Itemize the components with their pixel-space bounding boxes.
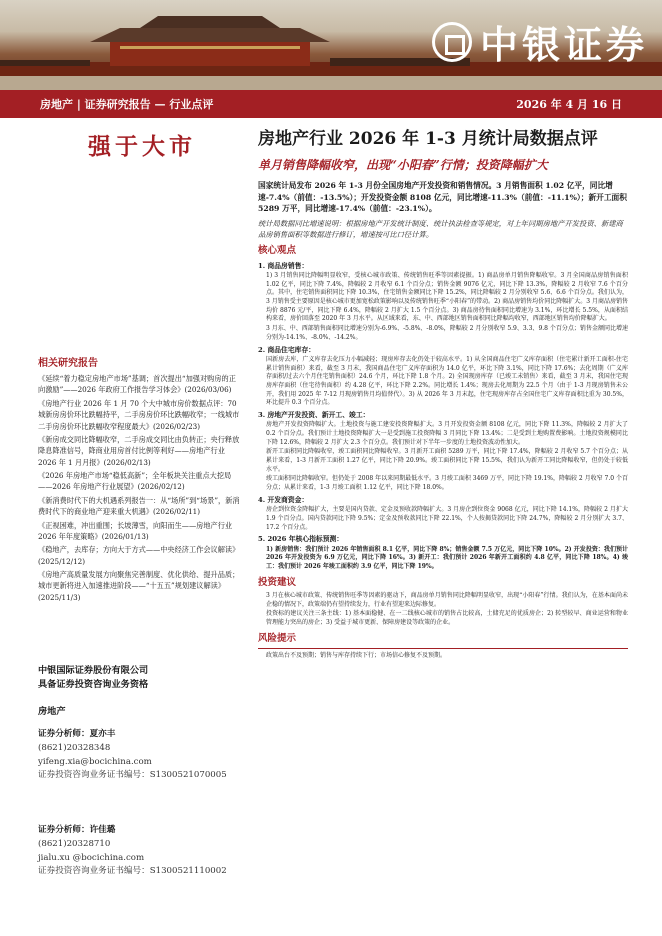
analyst-cert: 证券投资咨询业务证书编号：S1300521070005 <box>38 770 227 781</box>
related-report-item[interactable]: 《延续“着力稳定房地产市场”基调；首次提出“加强对购房的正向激励”——2026 年政府工作报告学习体会》(2026/03/06) <box>38 374 236 395</box>
analyst-card <box>38 728 248 783</box>
section-paragraph: 新开工面积同比降幅收窄，竣工面积同比降幅收窄。3 月新开工面积 5289 万平，同比下降 17.4%，降幅较 2 月收窄 5.7 个百分点；从累计来看，1-3 月新开工面积 1.27 亿平，同比下降 20.9%。竣工面积同比下降 15.5%，我们认为新开工同比降幅收窄，但仍处于较低水平。 <box>266 448 628 473</box>
section-funding <box>258 495 628 532</box>
sector-label: 房地产 <box>38 705 66 717</box>
report-subtitle: 单月销售降幅收窄，出现“小阳春”行情；投资降幅扩大 <box>258 158 548 172</box>
section-investment <box>258 410 628 493</box>
brand-name: 中银证券 <box>479 23 648 67</box>
section-paragraph: 3 月东、中、西部销售面积同比增速分别为-6.9%、-5.8%、-8.0%，降幅较 2 月分别收窄 5.9、3.3、9.8 个百分点；销售金额同比增速分别为-14.1%、-8.0%、-14.2%。 <box>266 325 628 341</box>
report-title: 房地产行业 2026 年 1-3 月统计局数据点评 <box>258 129 598 149</box>
related-report-item[interactable]: 《稳地产，去库存；方向大于方式——中央经济工作会议解读》(2025/12/12) <box>38 545 240 566</box>
category-bar <box>0 90 662 118</box>
rating-slogan: 强于大市 <box>88 133 196 160</box>
risk-text: 政策出台不及预期；销售与库存持续下行；市场信心修复不及预期。 <box>266 652 447 660</box>
investment-paragraph: 3 月在核心城市政策、传统销售旺季等因素的驱动下，商品房单月销售同比降幅明显收窄，出现“小阳春”行情。我们认为，在基本面尚未企稳的情况下，政策端仍有望持续发力，行业有望迎来边际修复。 <box>266 592 628 608</box>
section-forecast <box>258 534 628 571</box>
core-views-heading: 核心观点 <box>258 245 297 257</box>
header-banner <box>0 0 662 90</box>
related-report-item[interactable]: 《新房成交同比降幅收窄，二手房成交同比由负转正；央行释放降息降准信号，降商业用房首付比例等利好——房地产行业 2026 年 1 月月报》(2026/02/13) <box>38 434 240 467</box>
analyst-email[interactable]: yifeng.xia@bocichina.com <box>38 756 152 767</box>
company-name: 中银国际证券股份有限公司 <box>38 665 149 676</box>
divider <box>258 648 628 649</box>
analyst-title: 证券分析师：夏亦丰 <box>38 729 116 739</box>
section-paragraph: 竣工面积同比降幅收窄。但仍处于 2008 年以来同期最低水平。3 月竣工面积 3469 万平，同比下降 19.1%，降幅较 2 月收窄 7.0 个百分点；从累计来看，1-3 月竣工面积 1.12 亿平，同比下降 18.0%。 <box>266 475 628 492</box>
investment-paragraph: 投资标的建议关注三条主线：1) 基本面稳健、在一二线核心城市的销售占比较高，土储充足的优质房企；2) 转型较早、商业运营和物业管理能力突出的房企；3) 受益于城市更新、保障房建设等政策的企业。 <box>266 610 628 627</box>
analyst-phone: (8621)20328348 <box>38 742 111 753</box>
risk-heading: 风险提示 <box>258 632 297 644</box>
company-logo <box>432 14 648 69</box>
report-date: 2026 年 4 月 16 日 <box>516 98 622 111</box>
company-qualification: 具备证券投资咨询业务资格 <box>38 679 149 691</box>
section-paragraph: 1) 新房销售：我们预计 2026 年销售面积 8.1 亿平，同比下降 8%；销售金额 7.5 万亿元，同比下降 10%。2) 开发投资：我们预计 2026 年开发投资为 6.9 万亿元，同比下降 16%。3) 新开工：我们预计 2026 年新开工面积约 4.8 亿平，同比下降 18%。4) 竣工：我们预计 2026 年竣工面积约 3.9 亿平，同比下降 19%。 <box>266 545 628 570</box>
summary-paragraph: 国家统计局发布 2026 年 1-3 月份全国房地产开发投资和销售情况。3 月销售面积 1.02 亿平，同比增速-7.4%（前值：-13.5%）；开发投资金额 8108 亿元，同比增速-11.3%（前值：-11.1%）；新开工面积 5289 万平，同比增速-17.4%（前值：-23.1%）。 <box>258 181 627 214</box>
section-paragraph: 1) 3 月销售同比降幅明显收窄，受核心城市政策、传统销售旺季等因素提振。1) 商品房单月销售降幅收窄。3 月全国商品房销售面积 1.02 亿平，同比下降 7.4%，降幅较 2 月收窄 6.1 个百分点；销售金额 9076 亿元，同比下降 13.3%，降幅较 2 月收窄 7.6 个百分点。其中，住宅销售面积同比下降 10.3%，住宅销售金额同比下降 15.2%，同比降幅较 2 月分别收窄 5.6、6.6 个百分点。我们认为，3 月销售受主要原因是核心城市更加宽松政策影响以及传统销售旺季“小阳春”的带动。2) 商品房销售均价同比降幅扩大。3 月商品房销售均价 8876 元/平，同比下降 6.4%，降幅较 2 月扩大 1.5 个百分点。3) 商品房待售面积同比增速为 3.1%，环比增长 5.5%，从面积结构来看，房价回落至 2020 年 3 月水平。从区域来看，东、中、西部地区销售面积同比降幅均收窄，西部地区销售均价降幅扩大。 <box>266 272 628 323</box>
analyst-email[interactable]: jialu.xu @bocichina.com <box>38 852 145 863</box>
related-report-item[interactable]: 《新消费时代下的大机遇系列报告一：从“场所”到“场景”，新消费时代下的商业地产迎来重大机遇》(2026/02/11) <box>38 495 240 517</box>
section-sales <box>258 261 628 343</box>
analyst-title: 证券分析师：许佳璐 <box>38 825 116 835</box>
bank-of-china-logo-icon <box>432 22 472 62</box>
report-category: 房地产 | 证券研究报告 — 行业点评 <box>40 98 214 111</box>
main-content <box>258 180 628 662</box>
related-report-item[interactable]: 《房地产高质量发展方向聚焦完善制度、优化供给、提升品质；城市更新将进入加速推进阶段——“十五五”规划建议解读》(2025/11/3) <box>38 570 240 602</box>
company-info <box>38 664 248 719</box>
section-paragraph: 房企到位资金降幅扩大，主要是国内贷款、定金及预收款降幅扩大。3 月房企到位资金 9068 亿元，同比下降 14.1%，降幅较 2 月扩大 1.9 个百分点。国内贷款同比下降 9.5%；定金及预收款同比下降 22.1%，个人按揭贷款同比下降 24.7%，降幅较 2 月分别扩大 3.7、17.2 个百分点。 <box>266 506 628 531</box>
section-heading: 4. 开发商资金： <box>258 495 309 504</box>
section-paragraph: 房地产开发投资降幅扩大。土地投资与施工建安投资降幅扩大。3 月开发投资金额 8108 亿元，同比下降 11.3%，降幅较 2 月扩大了 0.2 个百分点。我们预计土地投资降幅扩大一是受到施工投资降幅 3 月同比下降 13.4%；二是受到土地购置费影响。土地投资规模同比下降 12.6%，降幅较 2 月扩大 2.3 个百分点。我们预计对下半年一步度的土地投资波动性加大。 <box>266 421 628 446</box>
related-report-item[interactable]: 《房地产行业 2026 年 1 月 70 个大中城市房价数据点评：70 城新房房价环比跌幅持平，二手房房价环比跌幅收窄；一线城市二手房房价环比跌幅收窄程度最大》(2026/02/23) <box>38 398 240 431</box>
investment-advice-heading: 投资建议 <box>258 576 297 588</box>
related-report-item[interactable]: 《2026 年房地产市场“稳低高新”；全年板块关注重点大挖局——2026 年房地产行业展望》(2026/02/12) <box>38 471 232 492</box>
analyst-cert: 证券投资咨询业务证书编号：S1300521110002 <box>38 866 227 877</box>
section-paragraph: 国新房去库，广义库存去化压力小幅减轻；现房库存去化仍处于较高水平。1) 从全国商品住宅广义库存面积（住宅累计新开工面积-住宅累计销售面积）来看，截至 3 月末，我国商品住宅广义库存面积为 14.0 亿平，环比下降 3.1%，同比下降 17.6%；去化周期（广义库存面积/过去六个月住宅销售面积）24.6 个月，环比下降 1.8 个月。2) 全国现房库存（已竣工未销售）来看，截至 3 月末，我国住宅现房库存面积（住宅待售面积）约 4.28 亿平，环比下降 2.2%。同比增长 1.4%；现房去化周期为 22.5 个月（由于 1-3 月现房销售未公开，我们用 2025 年 7-12 月现房销售月均值替代）。3) 从 2026 年 3 月末起，住宅现房库存占全国住宅广义库存面积比重为 30.5%，环比提升 0.3 个百分点。 <box>266 355 628 407</box>
related-reports <box>38 354 243 605</box>
section-inventory <box>258 345 628 408</box>
section-heading: 3. 房地产开发投资、新开工、竣工： <box>258 410 370 419</box>
statistics-note: 统计局数据同比增速说明：根据房地产开发统计制度、统计执法检查等规定，对上年同期房地产开发投资、新建商品房销售面积等数据进行修订，增速按可比口径计算。 <box>258 219 623 240</box>
analyst-card <box>38 824 248 879</box>
related-reports-heading: 相关研究报告 <box>38 358 98 369</box>
analyst-phone: (8621)20328710 <box>38 838 111 849</box>
related-report-item[interactable]: 《正视困难，冲出重围；长坡薄雪，向阳而生——房地产行业 2026 年年度策略》(2026/01/13) <box>38 520 233 541</box>
section-heading: 2. 商品住宅库存： <box>258 345 316 354</box>
section-heading: 5. 2026 年核心指标预测： <box>258 535 344 544</box>
section-heading: 1. 商品房销售： <box>258 261 309 270</box>
